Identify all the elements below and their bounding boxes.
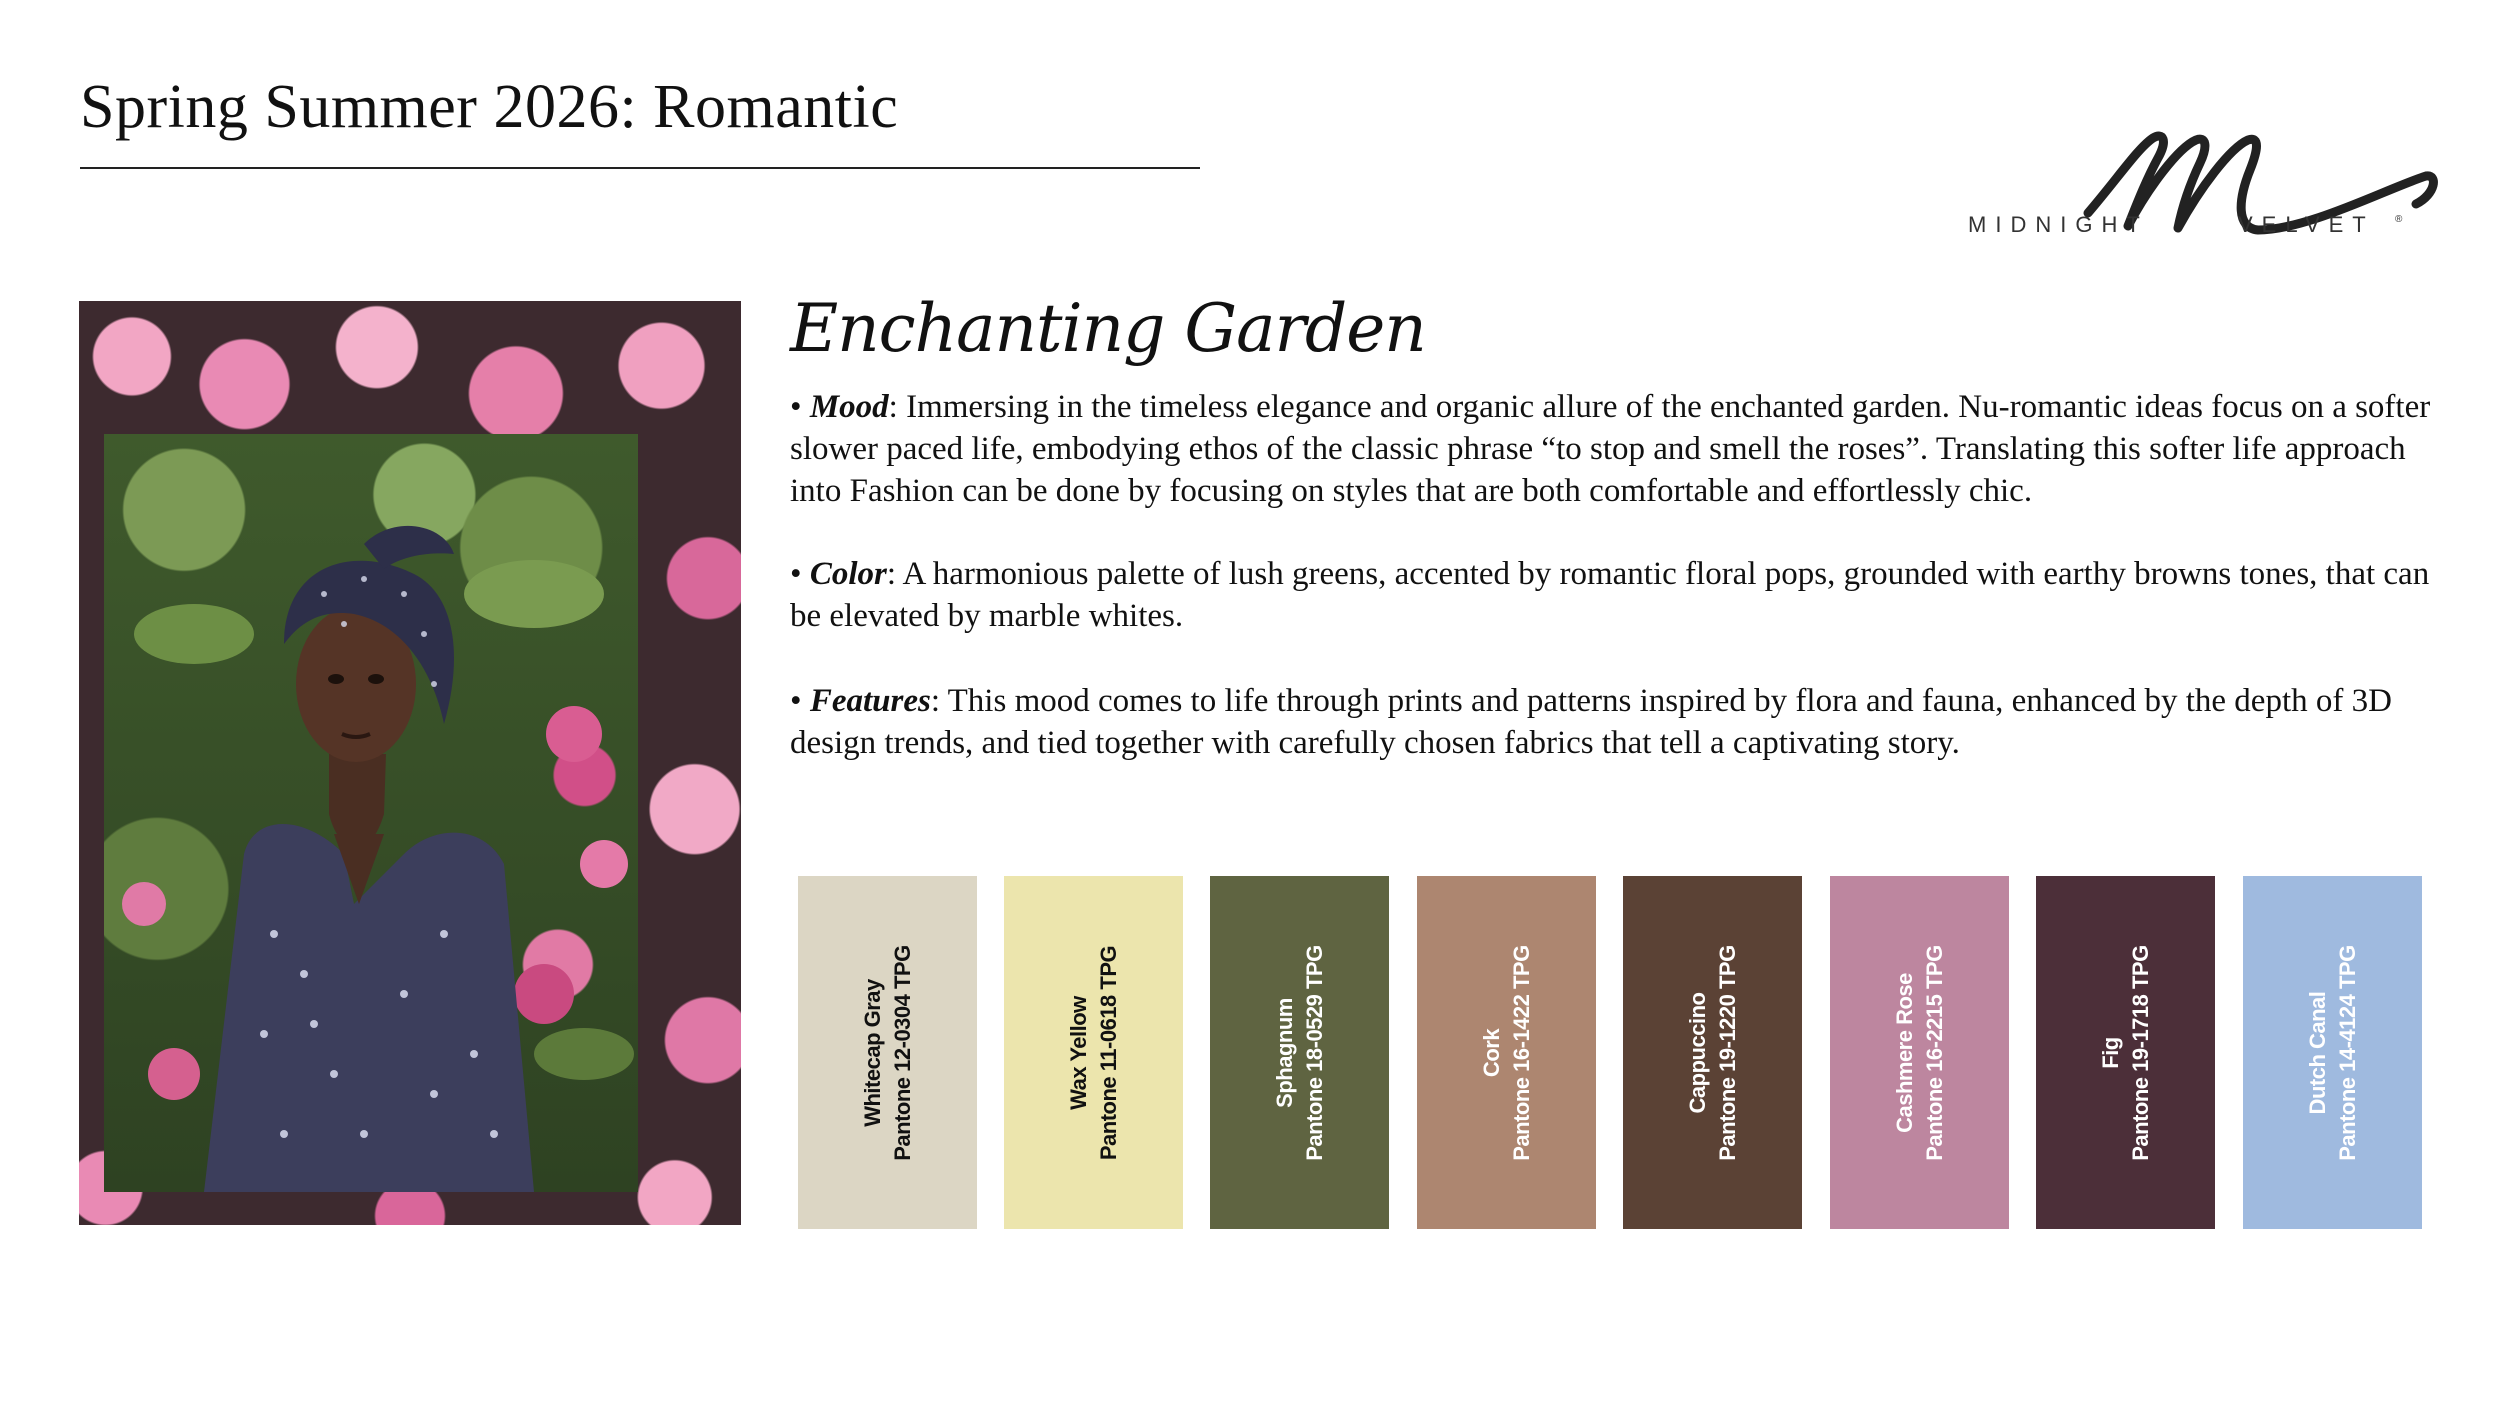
page-title: Spring Summer 2026: Romantic [80,73,899,141]
mood-label: Mood [809,389,889,425]
swatch-code: Pantone 19-1220 TPG [1714,944,1740,1161]
swatch-label [1890,893,1950,1213]
swatch-code: Pantone 19-1718 TPG [2127,944,2153,1161]
color-swatch [1417,876,1596,1229]
registered-mark: ® [2395,214,2403,225]
color-paragraph [790,553,2440,637]
swatch-code: Pantone 12-0304 TPG [889,944,915,1161]
swatch-code: Pantone 16-1422 TPG [1508,944,1534,1161]
swatch-name: Dutch Canal [2304,991,2330,1114]
portrait-illustration [104,434,638,1192]
swatch-code: Pantone 14-4124 TPG [2334,944,2360,1161]
bullet: • [790,556,802,592]
logo-wordmark-left: MIDNIGHT [1968,212,2149,237]
features-label: Features [809,683,931,719]
m-script-monogram-icon [1968,118,2438,248]
bullet: • [790,683,802,719]
color-swatch [1830,876,2009,1229]
color-swatch [798,876,977,1229]
color-swatch [2243,876,2422,1229]
swatch-label [858,893,918,1213]
features-text: : This mood comes to life through prints and patterns inspired by flora and fauna, enhanced by the depth of 3D design trends, and tied together with carefully chosen fabrics that tell a captivating story. [790,683,2392,761]
mood-paragraph [790,386,2440,512]
swatch-label [2096,893,2156,1213]
brand-logo [1968,118,2438,248]
logo-wordmark-right: VELVET [2238,212,2375,237]
swatch-label [1683,893,1743,1213]
swatch-name: Whitecap Gray [859,978,885,1127]
swatch-name: Sphagnum [1271,997,1297,1108]
color-swatch [2036,876,2215,1229]
features-paragraph [790,680,2440,764]
color-swatch [1004,876,1183,1229]
mood-text: : Immersing in the timeless elegance and organic allure of the enchanted garden. Nu-romantic ideas focus on a softer slower paced life, embodying ethos of the classic phrase “to stop and smell the roses”. Translating this softer life approach into Fashion can be done by focusing on styles that are both comfortable and effortlessly chic. [790,389,2431,509]
swatch-code: Pantone 11-0618 TPG [1095,945,1121,1160]
model-portrait [104,434,638,1192]
color-swatch [1623,876,1802,1229]
title-underline [80,167,1200,169]
color-label: Color [809,556,887,592]
swatch-label [1270,893,1330,1213]
mood-photo [79,301,741,1225]
swatch-name: Fig [2097,1036,2123,1069]
color-swatch [1210,876,1389,1229]
swatch-name: Cashmere Rose [1891,972,1917,1133]
swatch-label [1064,893,1124,1213]
swatch-name: Cappuccino [1684,992,1710,1113]
bullet: • [790,389,802,425]
swatch-name: Wax Yellow [1065,995,1091,1110]
swatch-label [1477,893,1537,1213]
swatch-code: Pantone 18-0529 TPG [1301,944,1327,1161]
color-text: : A harmonious palette of lush greens, accented by romantic floral pops, grounded with earthy browns tones, that can be elevated by marble whites. [790,556,2430,634]
swatch-code: Pantone 16-2215 TPG [1921,944,1947,1161]
section-heading: Enchanting Garden [790,290,1426,367]
swatch-name: Cork [1478,1028,1504,1077]
swatch-label [2303,893,2363,1213]
